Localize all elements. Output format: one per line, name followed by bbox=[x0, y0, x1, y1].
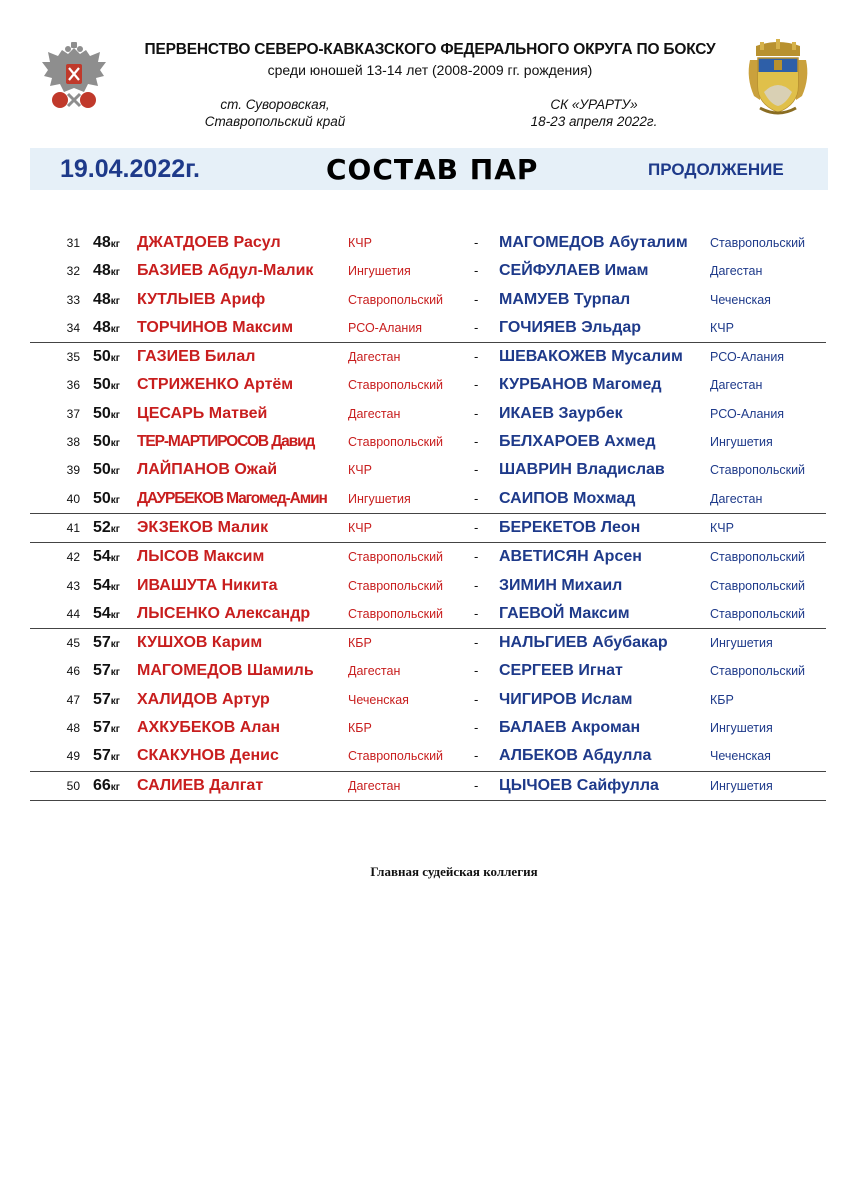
vs-dash: - bbox=[474, 720, 479, 736]
bout-row bbox=[30, 629, 826, 657]
blue-corner-name: ШЕВАКОЖЕВ Мусалим bbox=[499, 348, 683, 366]
vs-dash: - bbox=[474, 663, 479, 679]
blue-corner-region: Чеченская bbox=[710, 292, 771, 307]
red-corner-region: Ингушетия bbox=[348, 264, 411, 279]
blue-corner-region: Дагестан bbox=[710, 264, 763, 279]
bout-number: 46 bbox=[66, 664, 80, 679]
red-corner-name: ЦЕСАРЬ Матвей bbox=[137, 404, 268, 422]
weight-class: 50кг bbox=[93, 461, 120, 479]
red-corner-name: СТРИЖЕНКО Артём bbox=[137, 376, 294, 394]
red-corner-name: ИВАШУТА Никита bbox=[137, 576, 278, 594]
bout-row bbox=[30, 485, 826, 514]
bout-row bbox=[30, 314, 826, 343]
bout-number: 34 bbox=[66, 320, 80, 335]
weight-class: 66кг bbox=[93, 776, 120, 794]
blue-corner-region: Ставропольский bbox=[710, 606, 806, 621]
red-corner-name: МАГОМЕДОВ Шамиль bbox=[137, 662, 314, 680]
bout-row bbox=[30, 572, 826, 600]
weight-class: 48кг bbox=[93, 234, 120, 251]
blue-corner-region: Ставропольский bbox=[710, 550, 806, 565]
vs-dash: - bbox=[474, 319, 479, 335]
vs-dash: - bbox=[474, 605, 479, 621]
bout-row bbox=[30, 714, 826, 742]
bout-row bbox=[30, 343, 826, 371]
boxing-federation-eagle-emblem bbox=[38, 40, 110, 114]
bout-number: 49 bbox=[66, 749, 80, 764]
red-corner-region: КБР bbox=[348, 721, 372, 736]
red-corner-region: Ставропольский bbox=[348, 578, 444, 593]
blue-corner-name: КУРБАНОВ Магомед bbox=[499, 376, 662, 394]
bout-row bbox=[30, 600, 826, 629]
bout-row bbox=[30, 229, 826, 257]
red-corner-name: ТЕР-МАРТИРОСОВ Давид bbox=[137, 433, 315, 451]
weight-class: 54кг bbox=[93, 604, 120, 622]
bout-number: 39 bbox=[66, 463, 80, 478]
red-corner-region: Ставропольский bbox=[348, 606, 444, 621]
blue-corner-region: КЧР bbox=[710, 520, 734, 535]
red-corner-region: Ставропольский bbox=[348, 378, 444, 393]
red-corner-name: БАЗИЕВ Абдул-Малик bbox=[137, 262, 314, 280]
vs-dash: - bbox=[474, 263, 479, 279]
blue-corner-region: РСО-Алания bbox=[710, 406, 785, 421]
weight-class: 54кг bbox=[93, 548, 120, 566]
bout-row bbox=[30, 686, 826, 714]
banner-title: СОСТАВ ПАР bbox=[326, 153, 539, 186]
event-subtitle: среди юношей 13-14 лет (2008-2009 гг. рождения) bbox=[267, 62, 593, 78]
bout-number: 35 bbox=[66, 350, 80, 365]
bout-number: 42 bbox=[66, 550, 80, 565]
blue-corner-name: СЕРГЕЕВ Игнат bbox=[499, 662, 623, 680]
red-corner-name: КУТЛЫЕВ Ариф bbox=[137, 290, 266, 308]
weight-class: 48кг bbox=[93, 318, 120, 336]
red-corner-region: Ставропольский bbox=[348, 292, 444, 307]
vs-dash: - bbox=[474, 349, 479, 365]
bout-row bbox=[30, 543, 826, 571]
bout-row bbox=[30, 514, 826, 543]
red-corner-region: КБР bbox=[348, 636, 372, 651]
red-corner-region: РСО-Алания bbox=[348, 320, 423, 335]
blue-corner-name: БЕРЕКЕТОВ Леон bbox=[499, 518, 641, 536]
red-corner-region: Ингушетия bbox=[348, 491, 411, 506]
vs-dash: - bbox=[474, 434, 479, 450]
blue-corner-name: МАГОМЕДОВ Абуталим bbox=[499, 234, 688, 251]
bout-row bbox=[30, 371, 826, 399]
blue-corner-region: Ставропольский bbox=[710, 664, 806, 679]
red-corner-name: АХКУБЕКОВ Алан bbox=[137, 719, 281, 737]
blue-corner-region: Ингушетия bbox=[710, 778, 773, 793]
vs-dash: - bbox=[474, 577, 479, 593]
blue-corner-name: НАЛЬГИЕВ Абубакар bbox=[499, 634, 668, 652]
blue-corner-name: ШАВРИН Владислав bbox=[499, 461, 665, 479]
red-corner-region: Дагестан bbox=[348, 406, 401, 421]
vs-dash: - bbox=[474, 549, 479, 565]
blue-corner-region: РСО-Алания bbox=[710, 350, 785, 365]
bout-number: 45 bbox=[66, 636, 80, 651]
vs-dash: - bbox=[474, 462, 479, 478]
red-corner-name: ГАЗИЕВ Билал bbox=[137, 348, 256, 366]
venue-location bbox=[160, 96, 390, 130]
blue-corner-region: КБР bbox=[710, 692, 734, 707]
bout-row bbox=[30, 657, 826, 685]
red-corner-name: ЭКЗЕКОВ Малик bbox=[137, 518, 269, 536]
event-dates: 18-23 апреля 2022г. bbox=[530, 114, 658, 129]
bout-number: 43 bbox=[66, 578, 80, 593]
weight-class: 57кг bbox=[93, 690, 120, 708]
judges-panel-signature: Главная судейская коллегия bbox=[370, 864, 538, 879]
club-and-dates bbox=[479, 96, 709, 130]
banner-date: 19.04.2022г. bbox=[60, 155, 200, 183]
blue-corner-name: МАМУЕВ Турпал bbox=[499, 290, 631, 308]
blue-corner-name: БЕЛХАРОЕВ Ахмед bbox=[499, 433, 656, 451]
weight-class: 50кг bbox=[93, 433, 120, 451]
weight-class: 50кг bbox=[93, 348, 120, 366]
weight-class: 57кг bbox=[93, 747, 120, 765]
bout-row bbox=[30, 286, 826, 314]
red-corner-name: КУШХОВ Карим bbox=[137, 634, 263, 652]
bout-row bbox=[30, 400, 826, 428]
vs-dash: - bbox=[474, 377, 479, 393]
red-corner-name: САЛИЕВ Далгат bbox=[137, 776, 264, 794]
blue-corner-name: ИКАЕВ Заурбек bbox=[499, 404, 623, 422]
weight-class: 48кг bbox=[93, 290, 120, 308]
weight-class: 57кг bbox=[93, 634, 120, 652]
blue-corner-region: Ингушетия bbox=[710, 636, 773, 651]
bout-number: 41 bbox=[66, 520, 80, 535]
blue-corner-region: Ставропольский bbox=[710, 578, 806, 593]
weight-class: 50кг bbox=[93, 404, 120, 422]
weight-class: 57кг bbox=[93, 719, 120, 737]
venue-line-2: Ставропольский край bbox=[204, 114, 346, 129]
venue-line-1: ст. Суворовская, bbox=[220, 97, 330, 112]
bout-number: 37 bbox=[66, 406, 80, 421]
blue-corner-region: Дагестан bbox=[710, 491, 763, 506]
red-corner-region: КЧР bbox=[348, 236, 372, 250]
bout-number: 33 bbox=[66, 292, 80, 307]
blue-corner-name: ГАЕВОЙ Максим bbox=[499, 604, 630, 622]
bout-number: 32 bbox=[66, 264, 80, 279]
blue-corner-name: САИПОВ Мохмад bbox=[499, 489, 636, 507]
bouts-table bbox=[30, 229, 826, 801]
vs-dash: - bbox=[474, 405, 479, 421]
blue-corner-region: Ставропольский bbox=[710, 463, 806, 478]
vs-dash: - bbox=[474, 235, 479, 250]
weight-class: 57кг bbox=[93, 662, 120, 680]
weight-class: 54кг bbox=[93, 576, 120, 594]
vs-dash: - bbox=[474, 635, 479, 651]
blue-corner-name: ЗИМИН Михаил bbox=[499, 576, 623, 594]
blue-corner-name: АВЕТИСЯН Арсен bbox=[499, 548, 642, 566]
vs-dash: - bbox=[474, 291, 479, 307]
red-corner-region: Чеченская bbox=[348, 692, 409, 707]
bout-row bbox=[30, 742, 826, 771]
vs-dash: - bbox=[474, 777, 479, 793]
red-corner-region: Ставропольский bbox=[348, 749, 444, 764]
red-corner-name: ЛАЙПАНОВ Ожай bbox=[137, 461, 278, 479]
red-corner-name: ТОРЧИНОВ Максим bbox=[137, 318, 294, 336]
bout-number: 36 bbox=[66, 378, 80, 393]
blue-corner-name: ЦЫЧОЕВ Сайфулла bbox=[499, 776, 659, 794]
banner-continuation: ПРОДОЛЖЕНИЕ bbox=[648, 160, 784, 179]
red-corner-name: ЛЫСОВ Максим bbox=[137, 548, 265, 566]
bout-row bbox=[30, 257, 826, 285]
vs-dash: - bbox=[474, 691, 479, 707]
bout-number: 50 bbox=[66, 778, 80, 793]
bout-row bbox=[30, 772, 826, 801]
vs-dash: - bbox=[474, 490, 479, 506]
blue-corner-name: БАЛАЕВ Акроман bbox=[499, 719, 641, 737]
red-corner-region: КЧР bbox=[348, 463, 372, 478]
vs-dash: - bbox=[474, 519, 479, 535]
bout-row bbox=[30, 456, 826, 484]
event-title: ПЕРВЕНСТВО СЕВЕРО-КАВКАЗСКОГО ФЕДЕРАЛЬНОГО ОКРУГА ПО БОКСУ bbox=[144, 41, 716, 58]
red-corner-region: Дагестан bbox=[348, 350, 401, 365]
bout-number: 40 bbox=[66, 491, 80, 506]
stavropol-coat-of-arms bbox=[746, 38, 810, 118]
blue-corner-region: Ставропольский bbox=[710, 236, 806, 250]
vs-dash: - bbox=[474, 748, 479, 764]
blue-corner-name: ГОЧИЯЕВ Эльдар bbox=[499, 318, 642, 336]
weight-class: 50кг bbox=[93, 376, 120, 394]
bout-number: 31 bbox=[66, 236, 80, 250]
blue-corner-region: Дагестан bbox=[710, 378, 763, 393]
red-corner-region: КЧР bbox=[348, 520, 372, 535]
bout-number: 38 bbox=[66, 435, 80, 450]
weight-class: 52кг bbox=[93, 518, 120, 536]
bout-number: 48 bbox=[66, 721, 80, 736]
red-corner-region: Ставропольский bbox=[348, 550, 444, 565]
bout-number: 47 bbox=[66, 692, 80, 707]
red-corner-name: ДЖАТДОЕВ Расул bbox=[137, 234, 281, 251]
weight-class: 48кг bbox=[93, 262, 120, 280]
blue-corner-region: КЧР bbox=[710, 320, 734, 335]
bout-row bbox=[30, 428, 826, 456]
red-corner-region: Ставропольский bbox=[348, 435, 444, 450]
weight-class: 50кг bbox=[93, 489, 120, 507]
blue-corner-region: Чеченская bbox=[710, 749, 771, 764]
blue-corner-region: Ингушетия bbox=[710, 435, 773, 450]
blue-corner-name: ЧИГИРОВ Ислам bbox=[499, 690, 633, 708]
red-corner-name: СКАКУНОВ Денис bbox=[137, 747, 279, 765]
bout-number: 44 bbox=[66, 606, 80, 621]
blue-corner-name: СЕЙФУЛАЕВ Имам bbox=[499, 262, 649, 280]
red-corner-region: Дагестан bbox=[348, 778, 401, 793]
club-name: СК «УРАРТУ» bbox=[550, 97, 638, 112]
red-corner-name: ХАЛИДОВ Артур bbox=[137, 690, 270, 708]
red-corner-name: ДАУРБЕКОВ Магомед-Амин bbox=[137, 489, 327, 507]
red-corner-name: ЛЫСЕНКО Александр bbox=[137, 604, 311, 622]
blue-corner-region: Ингушетия bbox=[710, 721, 773, 736]
red-corner-region: Дагестан bbox=[348, 664, 401, 679]
blue-corner-name: АЛБЕКОВ Абдулла bbox=[499, 747, 652, 765]
